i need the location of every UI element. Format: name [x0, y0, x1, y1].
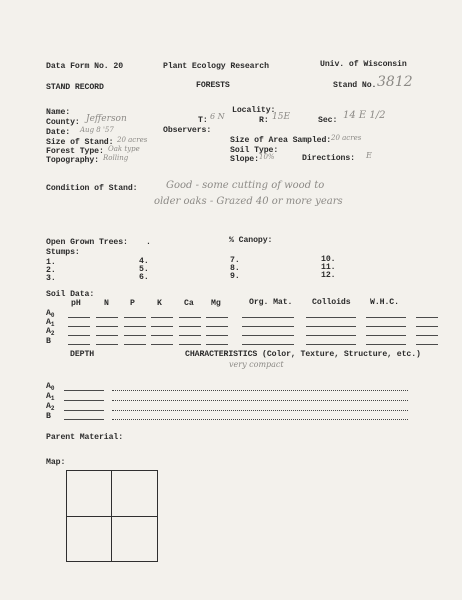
col-ca: Ca [184, 299, 194, 308]
map-grid [66, 470, 158, 562]
soil-line-r1-c9 [416, 326, 438, 327]
stand-number-value: 3812 [377, 74, 413, 90]
detail-a2-depth-line [64, 410, 104, 411]
soil-line-r2-c4 [179, 335, 201, 336]
soil-line-r3-c6 [242, 344, 294, 345]
detail-b-depth-line [64, 419, 104, 420]
detail-a0-label: $A_0$ [46, 382, 55, 392]
soil-line-r0-c2 [124, 317, 146, 318]
soil-line-r0-c9 [416, 317, 438, 318]
detail-a1-label: $A_1$ [46, 392, 55, 402]
stump-12: 12. [321, 271, 336, 280]
soil-line-r0-c0 [68, 317, 90, 318]
section-label: Sec: [318, 116, 338, 125]
detail-a0-depth-line [64, 390, 104, 391]
forests-title: FORESTS [196, 81, 230, 90]
observers-label: Observers: [163, 126, 212, 135]
col-n: N [104, 299, 109, 308]
organization: Plant Ecology Research [163, 62, 269, 71]
directions-label: Directions: [302, 154, 355, 163]
condition-label: Condition of Stand: [46, 184, 138, 193]
map-label: Map: [46, 458, 66, 467]
detail-a2-label: $A_2$ [46, 402, 55, 412]
col-ph: pH [71, 299, 81, 308]
condition-line-2: older oaks - Grazed 40 or more years [154, 196, 343, 207]
stump-2: 2. [46, 266, 56, 275]
soil-line-r3-c0 [68, 344, 90, 345]
soil-line-r3-c2 [124, 344, 146, 345]
canopy-label: % Canopy: [229, 236, 273, 245]
soil-line-r0-c4 [179, 317, 201, 318]
section-value: 14 E 1/2 [343, 110, 386, 121]
township-label: T: [198, 116, 208, 125]
soil-line-r2-c9 [416, 335, 438, 336]
detail-a2-char-line [112, 410, 408, 411]
col-org-mat: Org. Mat. [249, 298, 293, 307]
stump-3: 3. [46, 274, 56, 283]
soil-line-r1-c5 [206, 326, 228, 327]
soil-line-r1-c3 [151, 326, 173, 327]
detail-a0-char-line [112, 390, 408, 391]
soil-line-r2-c0 [68, 335, 90, 336]
stump-8: 8. [230, 264, 240, 273]
map-horizontal-divider [67, 516, 157, 517]
soil-line-r3-c8 [366, 344, 406, 345]
open-grown-trees-label: Open Grown Trees: [46, 238, 128, 247]
stump-4: 4. [139, 257, 149, 266]
slope-label: Slope: [230, 155, 259, 164]
soil-line-r2-c3 [151, 335, 173, 336]
soil-line-r2-c2 [124, 335, 146, 336]
characteristics-header: CHARACTERISTICS (Color, Texture, Structure, etc.) [185, 350, 421, 359]
soil-type-label: Soil Type: [230, 146, 279, 155]
col-whc: W.H.C. [370, 298, 399, 307]
size-of-stand-label: Size of Stand: [46, 138, 114, 147]
county-value: Jefferson [86, 114, 127, 124]
stumps-label: Stumps: [46, 248, 80, 257]
col-p: P [130, 299, 135, 308]
condition-line-1: Good - some cutting of wood to [166, 180, 325, 191]
soil-line-r1-c8 [366, 326, 406, 327]
soil-line-r0-c8 [366, 317, 406, 318]
soil-line-r1-c2 [124, 326, 146, 327]
col-k: K [157, 299, 162, 308]
detail-a1-depth-line [64, 400, 104, 401]
date-value: Aug 8 '57 [80, 126, 114, 134]
soil-line-r0-c5 [206, 317, 228, 318]
soil-line-r1-c1 [96, 326, 118, 327]
col-colloids: Colloids [312, 298, 351, 307]
soil-line-r2-c1 [96, 335, 118, 336]
parent-material-label: Parent Material: [46, 433, 124, 442]
directions-value: E [366, 151, 372, 160]
record-title: STAND RECORD [46, 83, 104, 92]
stump-5: 5. [139, 265, 149, 274]
detail-b-char-line [112, 419, 408, 420]
row-a2-label: $A_2$ [46, 327, 55, 337]
locality-label: Locality: [232, 106, 276, 115]
topography-label: Topography: [46, 156, 99, 165]
soil-line-r3-c1 [96, 344, 118, 345]
forest-type-value: Oak type [108, 145, 140, 153]
topography-value: Rolling [103, 154, 129, 162]
soil-line-r3-c7 [306, 344, 356, 345]
range-label: R: [259, 116, 269, 125]
detail-b-label: B [46, 412, 51, 421]
col-mg: Mg [211, 299, 221, 308]
stump-9: 9. [230, 272, 240, 281]
soil-line-r1-c6 [242, 326, 294, 327]
stump-1: 1. [46, 258, 56, 267]
stump-11: 11. [321, 263, 336, 272]
soil-line-r3-c4 [179, 344, 201, 345]
soil-line-r1-c4 [179, 326, 201, 327]
soil-line-r1-c0 [68, 326, 90, 327]
size-of-area-value: 20 acres [331, 134, 362, 142]
soil-line-r0-c3 [151, 317, 173, 318]
soil-line-r0-c7 [306, 317, 356, 318]
stand-number-label: Stand No. [333, 81, 377, 90]
soil-line-r2-c6 [242, 335, 294, 336]
stump-7: 7. [230, 256, 240, 265]
row-a0-label: $A_0$ [46, 309, 55, 319]
stray-dot: . [146, 238, 151, 247]
row-a1-label: $A_1$ [46, 318, 55, 328]
soil-line-r3-c9 [416, 344, 438, 345]
soil-line-r3-c5 [206, 344, 228, 345]
name-label: Name: [46, 108, 71, 117]
row-b-label: B [46, 337, 51, 346]
detail-a1-char-line [112, 400, 408, 401]
forest-type-label: Forest Type: [46, 147, 104, 156]
soil-line-r3-c3 [151, 344, 173, 345]
county-label: County: [46, 118, 80, 127]
stump-6: 6. [139, 273, 149, 282]
characteristics-note: very compact [229, 360, 284, 369]
size-of-area-label: Size of Area Sampled: [230, 136, 332, 145]
soil-data-label: Soil Data: [46, 290, 95, 299]
date-label: Date: [46, 128, 71, 137]
soil-line-r2-c5 [206, 335, 228, 336]
range-value: 15E [272, 112, 291, 122]
size-of-stand-value: 20 acres [117, 136, 148, 144]
soil-line-r2-c7 [306, 335, 356, 336]
soil-line-r1-c7 [306, 326, 356, 327]
soil-line-r0-c6 [242, 317, 294, 318]
depth-header: DEPTH [70, 350, 95, 359]
university: Univ. of Wisconsin [320, 60, 407, 69]
slope-value: 10% [259, 153, 275, 161]
township-value: 6 N [210, 112, 225, 121]
form-number: Data Form No. 20 [46, 62, 124, 71]
soil-line-r2-c8 [366, 335, 406, 336]
soil-line-r0-c1 [96, 317, 118, 318]
stump-10: 10. [321, 255, 336, 264]
